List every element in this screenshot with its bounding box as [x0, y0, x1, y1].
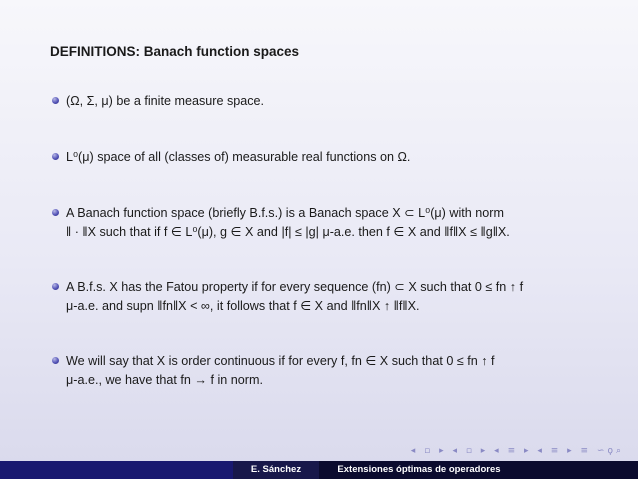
bullet-icon	[52, 357, 59, 364]
item-line: ‖ · ‖X such that if f ∈ L⁰(μ), g ∈ X and |f| ≤ |g| μ-a.e. then f ∈ X and ‖f‖X ≤ ‖g‖X.	[66, 225, 510, 239]
item-line: μ-a.e. and supn ‖fn‖X < ∞, it follows that f ∈ X and ‖fn‖X ↑ ‖f‖X.	[66, 299, 420, 313]
item-line: (Ω, Σ, μ) be a finite measure space.	[66, 94, 265, 108]
bullet-icon	[52, 283, 59, 290]
footer-author: E. Sánchez	[250, 464, 302, 475]
beamer-navigation-icons[interactable]: ◂ ▫ ▸ ◂ ▫ ▸ ◂ ≡ ▸ ◂ ≡ ▸ ≡ ∽ϙ⌕	[410, 446, 624, 456]
list-item	[66, 204, 510, 242]
list-item	[66, 92, 264, 111]
item-line: A B.f.s. X has the Fatou property if for every sequence (fn) ⊂ X such that 0 ≤ fn ↑ f	[66, 280, 524, 294]
item-line: μ-a.e., we have that fn → f in norm.	[66, 373, 263, 387]
list-item	[66, 352, 495, 390]
item-line: A Banach function space (briefly B.f.s.) is a Banach space X ⊂ L⁰(μ) with norm	[66, 206, 504, 220]
list-item	[66, 148, 410, 167]
bullet-icon	[52, 97, 59, 104]
item-line: L⁰(μ) space of all (classes of) measurable real functions on Ω.	[66, 150, 411, 164]
bullet-icon	[52, 153, 59, 160]
footer-bar	[0, 461, 638, 479]
list-item	[66, 278, 523, 316]
item-line: We will say that X is order continuous if for every f, fn ∈ X such that 0 ≤ fn ↑ f	[66, 354, 495, 368]
footer-title: Extensiones óptimas de operadores	[337, 464, 501, 475]
slide-title: DEFINITIONS: Banach function spaces	[50, 44, 300, 59]
bullet-icon	[52, 209, 59, 216]
